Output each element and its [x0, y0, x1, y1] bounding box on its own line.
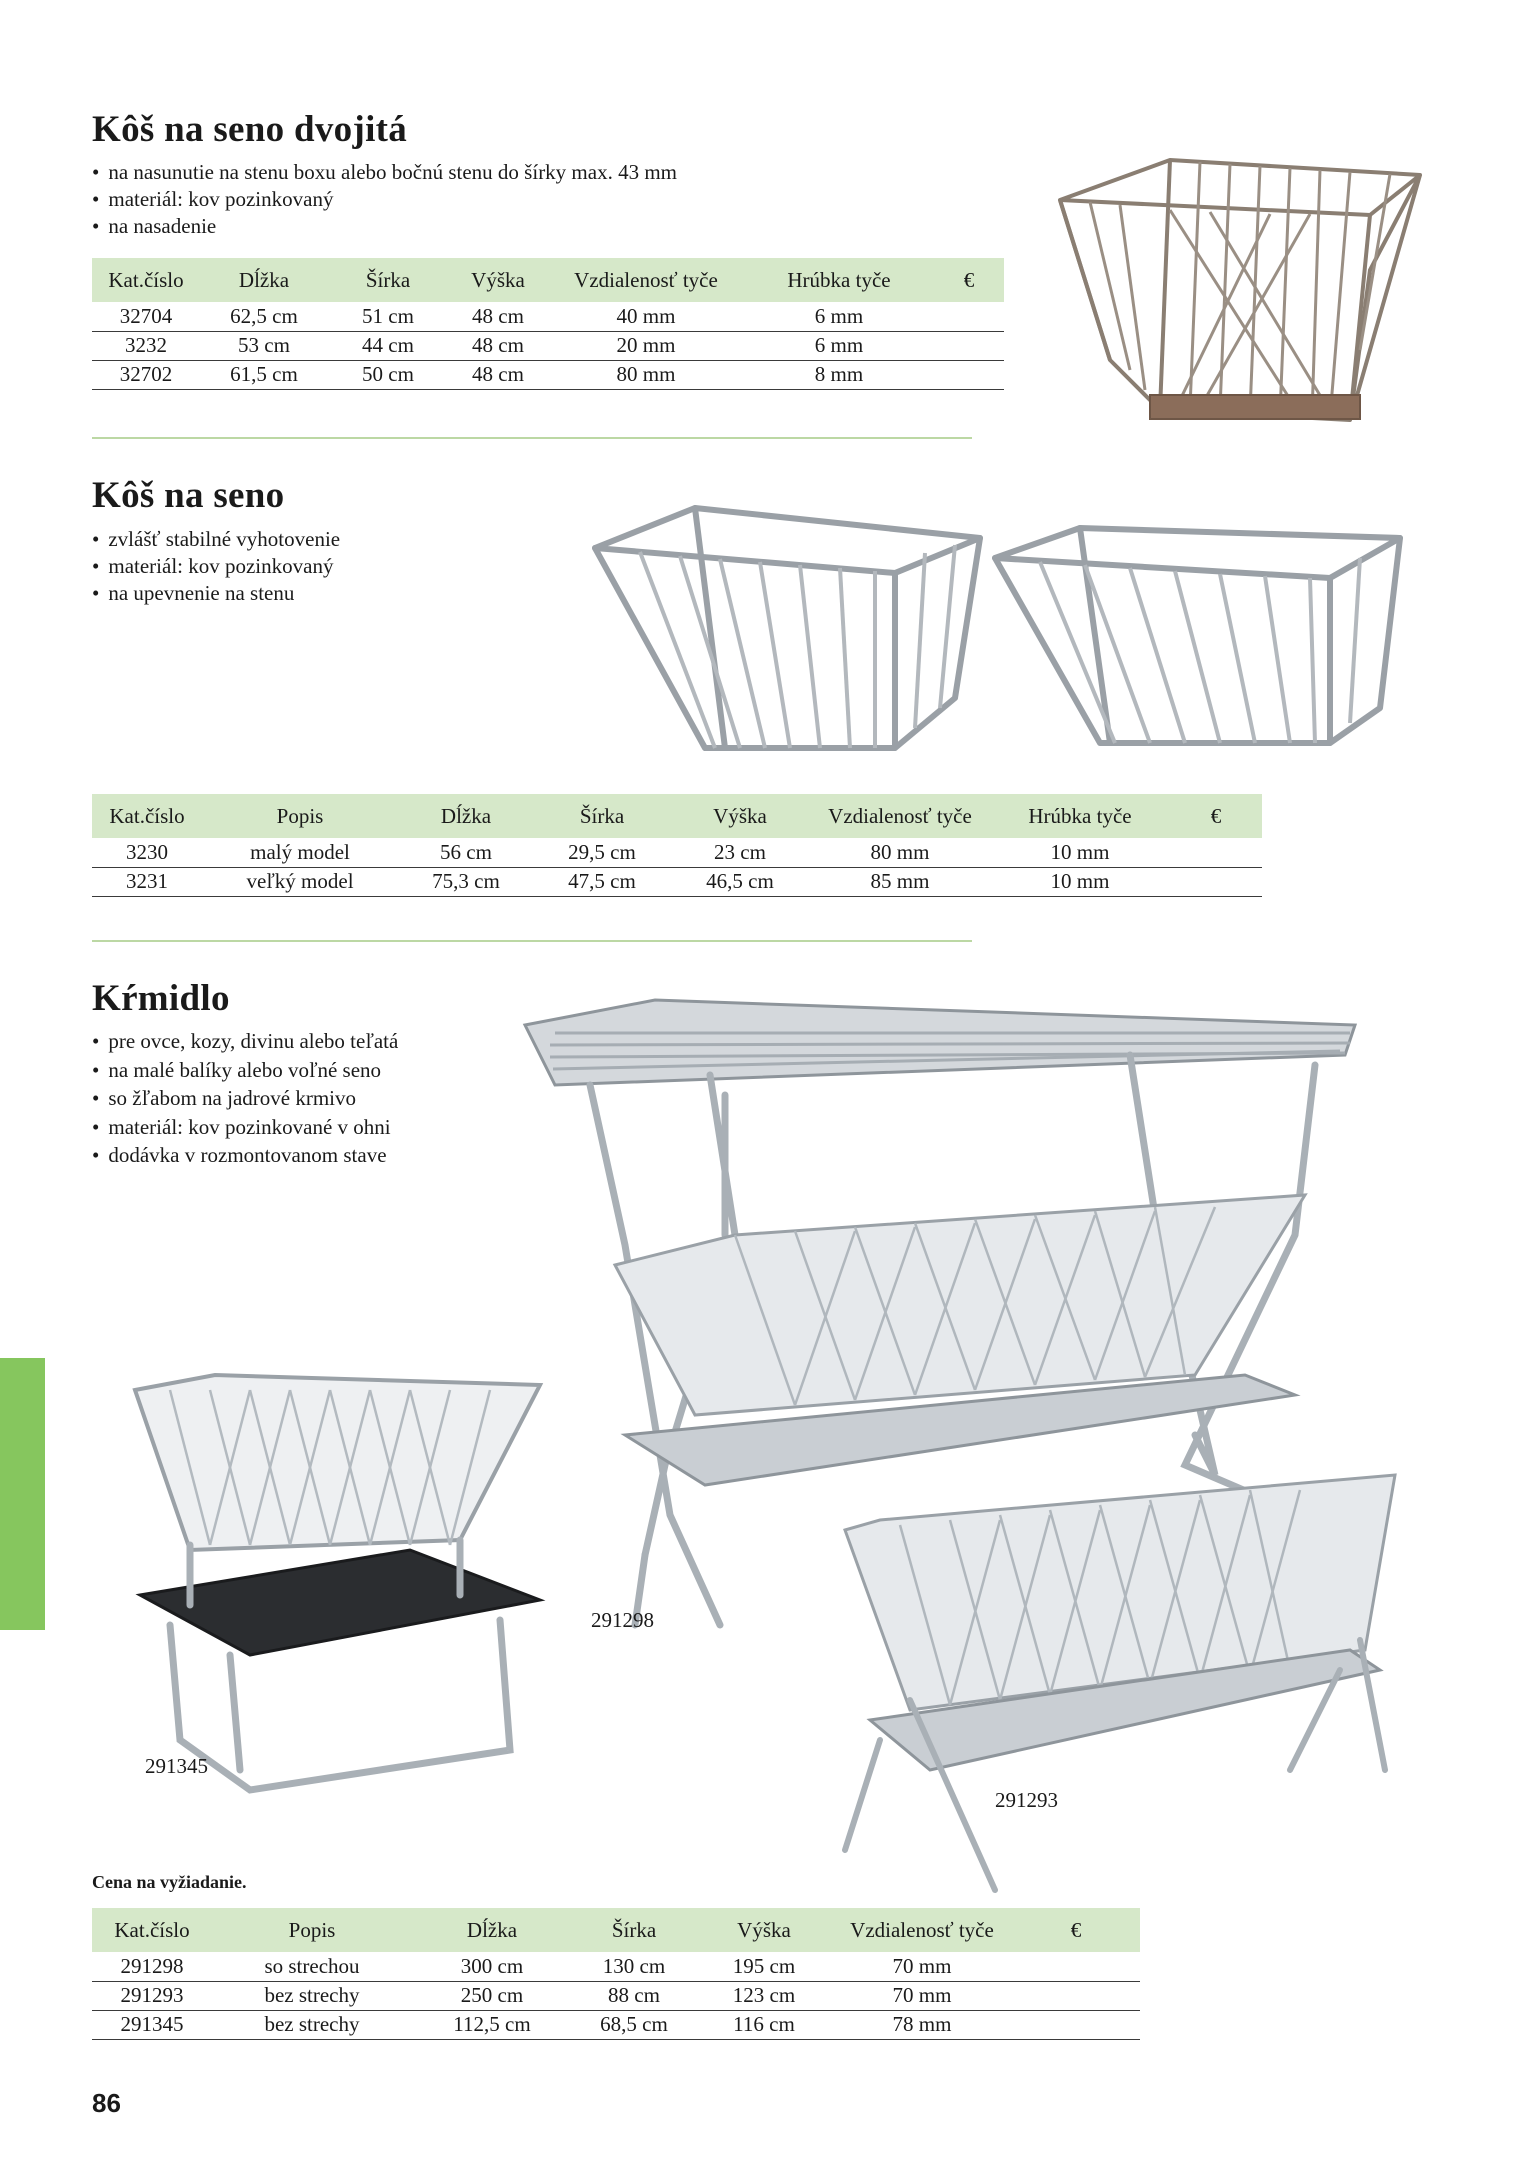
table-header-row — [92, 258, 1004, 302]
table-row — [92, 302, 1004, 331]
column-header: Hrúbka tyče — [744, 258, 934, 302]
table-cell: 250 cm — [412, 1981, 572, 2010]
table-cell — [934, 331, 1004, 360]
table-cell: 51 cm — [328, 302, 448, 331]
feature-item: • dodávka v rozmontovanom stave — [92, 1141, 398, 1170]
table-row — [92, 360, 1004, 389]
table-cell: 32702 — [92, 360, 200, 389]
column-header: Dĺžka — [200, 258, 328, 302]
table-cell: 53 cm — [200, 331, 328, 360]
table-cell: 130 cm — [572, 1952, 696, 1981]
table-cell: 48 cm — [448, 360, 548, 389]
table-cell — [1012, 1981, 1140, 2010]
table-row — [92, 838, 1262, 867]
table-cell — [1170, 838, 1262, 867]
column-header: Vzdialenosť tyče — [548, 258, 744, 302]
column-header: Výška — [448, 258, 548, 302]
double-hay-basket-image — [1050, 150, 1430, 440]
table-cell — [1012, 2010, 1140, 2039]
feature-item: • pre ovce, kozy, divinu alebo teľatá — [92, 1027, 398, 1056]
page-number: 86 — [92, 2088, 121, 2118]
column-header: Kat.číslo — [92, 794, 202, 838]
spec-table — [92, 258, 1004, 390]
column-header: Šírka — [534, 794, 670, 838]
column-header: Šírka — [572, 1908, 696, 1952]
table-cell: 6 mm — [744, 302, 934, 331]
table-cell: 300 cm — [412, 1952, 572, 1981]
table-cell: 291293 — [92, 1981, 212, 2010]
table-cell: 195 cm — [696, 1952, 832, 1981]
feature-item: • na malé balíky alebo voľné seno — [92, 1056, 398, 1085]
image-label: 291345 — [145, 1754, 208, 1778]
spec-table — [92, 1908, 1140, 2040]
feature-item: • zvlášť stabilné vyhotovenie — [92, 526, 340, 553]
table-cell: 70 mm — [832, 1981, 1012, 2010]
table-row — [92, 867, 1262, 896]
section-title: Kôš na seno dvojitá — [92, 109, 408, 150]
section-title: Kôš na seno — [92, 475, 285, 516]
section-divider — [92, 437, 972, 439]
table-cell: 75,3 cm — [398, 867, 534, 896]
price-note: Cena na vyžiadanie. — [92, 1872, 247, 1892]
table-cell: 123 cm — [696, 1981, 832, 2010]
table-cell: 29,5 cm — [534, 838, 670, 867]
image-label: 291293 — [995, 1788, 1058, 1812]
column-header: Šírka — [328, 258, 448, 302]
table-cell: 291345 — [92, 2010, 212, 2039]
table-cell: 80 mm — [810, 838, 990, 867]
table-cell: 3230 — [92, 838, 202, 867]
table-cell: so strechou — [212, 1952, 412, 1981]
section-title: Kŕmidlo — [92, 978, 230, 1019]
table-cell: veľký model — [202, 867, 398, 896]
table-cell: bez strechy — [212, 2010, 412, 2039]
table-cell: 10 mm — [990, 867, 1170, 896]
image-label: 291298 — [591, 1608, 654, 1632]
table-cell: 48 cm — [448, 302, 548, 331]
table-cell: 3232 — [92, 331, 200, 360]
table-cell: 23 cm — [670, 838, 810, 867]
feature-list — [92, 526, 340, 607]
table-cell: 10 mm — [990, 838, 1170, 867]
feature-item: • na upevnenie na stenu — [92, 580, 340, 607]
column-header: € — [934, 258, 1004, 302]
side-tab-marker — [0, 1358, 45, 1630]
column-header: Kat.číslo — [92, 1908, 212, 1952]
column-header: Výška — [696, 1908, 832, 1952]
table-cell: 8 mm — [744, 360, 934, 389]
column-header: Dĺžka — [412, 1908, 572, 1952]
column-header: Vzdialenosť tyče — [832, 1908, 1012, 1952]
table-row — [92, 1981, 1140, 2010]
table-row — [92, 1952, 1140, 1981]
wall-hay-baskets-image — [585, 498, 1420, 766]
column-header: Popis — [202, 794, 398, 838]
table-header-row — [92, 1908, 1140, 1952]
table-row — [92, 331, 1004, 360]
table-cell: 50 cm — [328, 360, 448, 389]
feature-item: • na nasadenie — [92, 213, 677, 240]
section-divider — [92, 940, 972, 942]
feeder-without-roof-image — [840, 1470, 1400, 1900]
column-header: Dĺžka — [398, 794, 534, 838]
feature-item: • so žľabom na jadrové krmivo — [92, 1084, 398, 1113]
table-cell: 291298 — [92, 1952, 212, 1981]
feeder-with-tray-image — [130, 1370, 560, 1810]
spec-table — [92, 794, 1262, 897]
column-header: Hrúbka tyče — [990, 794, 1170, 838]
table-cell: 48 cm — [448, 331, 548, 360]
table-row — [92, 2010, 1140, 2039]
table-cell: 20 mm — [548, 331, 744, 360]
feature-item: • materiál: kov pozinkovaný — [92, 186, 677, 213]
table-cell: 44 cm — [328, 331, 448, 360]
feature-item: • materiál: kov pozinkovaný — [92, 553, 340, 580]
table-cell: 32704 — [92, 302, 200, 331]
table-cell: 116 cm — [696, 2010, 832, 2039]
table-cell: 85 mm — [810, 867, 990, 896]
table-cell: 40 mm — [548, 302, 744, 331]
table-cell: 88 cm — [572, 1981, 696, 2010]
table-cell: 56 cm — [398, 838, 534, 867]
feature-list — [92, 1027, 398, 1170]
table-cell: 70 mm — [832, 1952, 1012, 1981]
table-cell — [934, 360, 1004, 389]
table-cell — [934, 302, 1004, 331]
table-cell — [1170, 867, 1262, 896]
table-cell: 80 mm — [548, 360, 744, 389]
feature-item: • materiál: kov pozinkované v ohni — [92, 1113, 398, 1142]
table-cell: 68,5 cm — [572, 2010, 696, 2039]
table-cell: malý model — [202, 838, 398, 867]
table-cell: bez strechy — [212, 1981, 412, 2010]
feature-item: • na nasunutie na stenu boxu alebo bočnú stenu do šírky max. 43 mm — [92, 159, 677, 186]
table-cell: 61,5 cm — [200, 360, 328, 389]
table-cell: 112,5 cm — [412, 2010, 572, 2039]
feature-list — [92, 159, 677, 240]
column-header: Kat.číslo — [92, 258, 200, 302]
table-cell: 46,5 cm — [670, 867, 810, 896]
column-header: € — [1012, 1908, 1140, 1952]
table-cell: 78 mm — [832, 2010, 1012, 2039]
table-cell — [1012, 1952, 1140, 1981]
table-cell: 3231 — [92, 867, 202, 896]
table-header-row — [92, 794, 1262, 838]
column-header: Výška — [670, 794, 810, 838]
column-header: Popis — [212, 1908, 412, 1952]
column-header: Vzdialenosť tyče — [810, 794, 990, 838]
table-cell: 62,5 cm — [200, 302, 328, 331]
column-header: € — [1170, 794, 1262, 838]
table-cell: 6 mm — [744, 331, 934, 360]
table-cell: 47,5 cm — [534, 867, 670, 896]
